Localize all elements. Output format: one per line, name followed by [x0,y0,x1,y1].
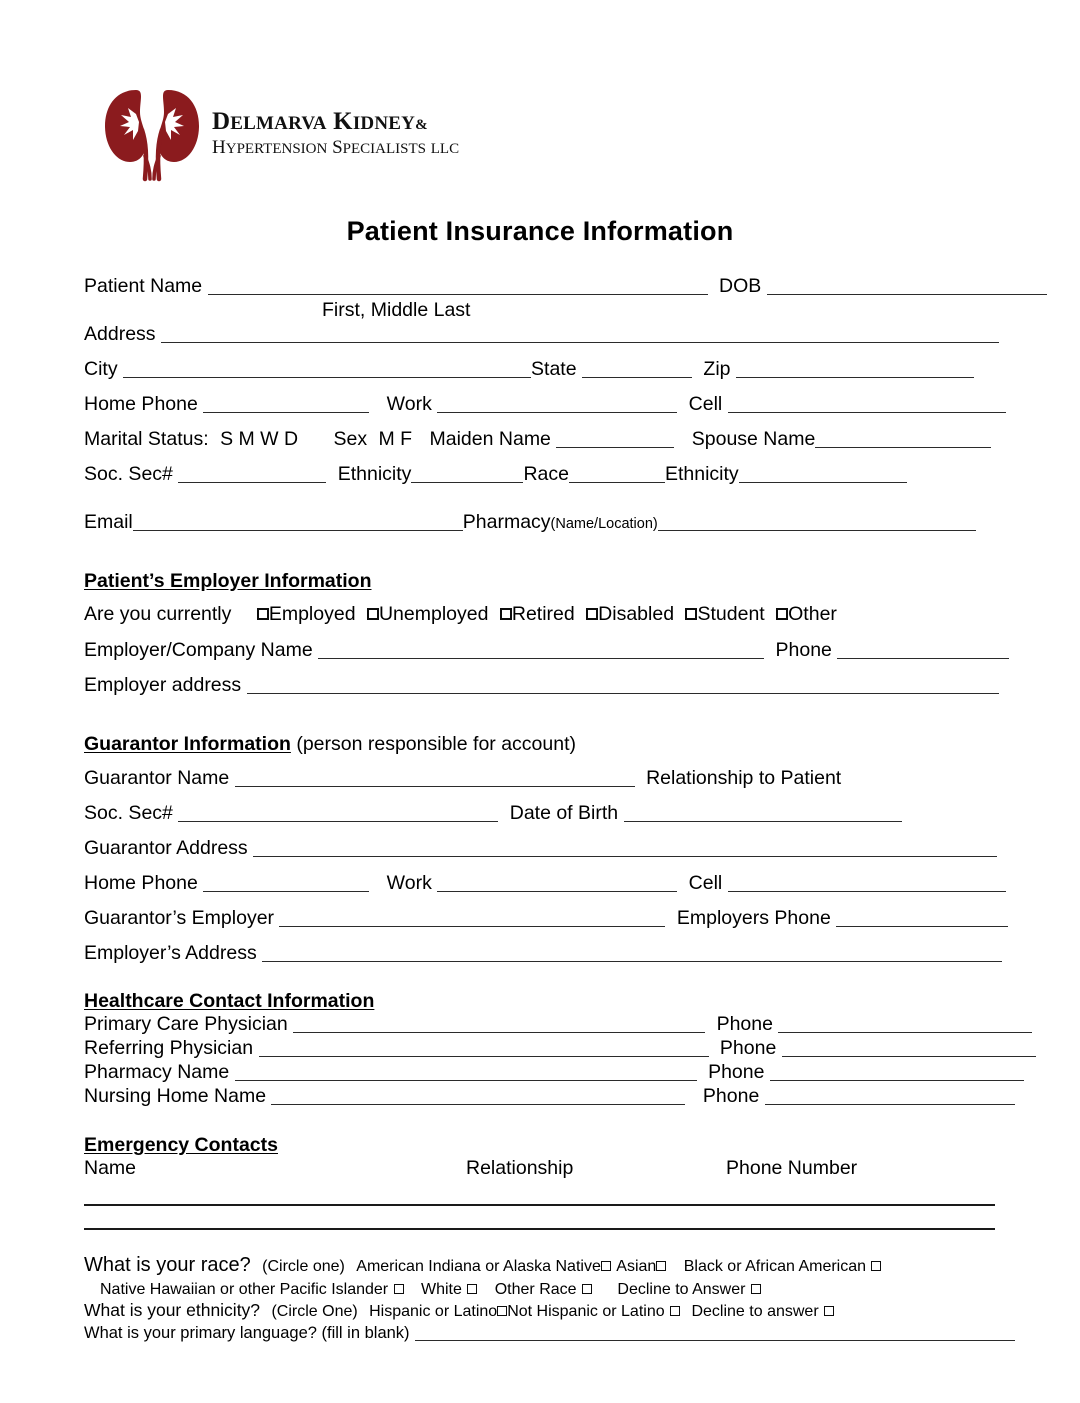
work-phone-label: Work [386,393,432,415]
label-native-hawaiian: Native Hawaiian or other Pacific Islander [100,1281,389,1298]
clinic-name-line1 [212,109,459,134]
nursing-home-phone-label: Phone [702,1085,760,1107]
row-city-state-zip [84,359,996,379]
logo-h: H [212,137,226,158]
primary-care-phone-input[interactable] [778,1016,1032,1033]
row-guarantor-address [84,838,996,858]
employer-phone-input[interactable] [837,642,1009,659]
emergency-heading-text: Emergency Contacts [84,1134,278,1156]
guarantor-dob-input[interactable] [624,805,902,822]
nursing-home-name-label: Nursing Home Name [84,1085,267,1107]
nursing-home-phone-input[interactable] [765,1088,1015,1105]
primary-care-physician-input[interactable] [293,1016,705,1033]
row-employment-status [84,604,996,624]
checkbox-student[interactable] [685,608,697,620]
row-race-options-line2 [100,1278,1012,1300]
employer-phone-label: Phone [775,639,832,661]
row-ssn-ethnicity-race [84,464,996,484]
ethnicity-question-note: (Circle One) [271,1303,358,1320]
primary-care-physician-label: Primary Care Physician [84,1013,288,1035]
label-not-hispanic-latino: Not Hispanic or Latino [507,1303,665,1320]
row-primary-care-physician [84,1014,996,1034]
checkbox-hispanic-latino[interactable] [497,1306,507,1316]
patient-ssn-label: Soc. Sec# [84,463,173,485]
checkbox-asian[interactable] [656,1261,666,1271]
logo-pecialists: PECIALISTS [342,141,427,157]
checkbox-american-indian[interactable] [601,1261,611,1271]
home-phone-label: Home Phone [84,393,198,415]
guarantor-cell-phone-input[interactable] [728,875,1006,892]
row-employer-company [84,640,996,660]
clinic-name [212,109,459,157]
race-question-label: What is your race? [84,1254,251,1276]
checkbox-decline-race[interactable] [751,1284,761,1294]
label-black-african-american: Black or African American [683,1258,867,1275]
clinic-logo [100,84,459,182]
race-question-note: (Circle one) [262,1258,345,1275]
zip-input[interactable] [736,361,974,378]
row-ethnicity-question [84,1300,996,1322]
checkbox-decline-ethnicity[interactable] [824,1306,834,1316]
patient-ethnicity-label: Ethnicity [337,463,412,485]
patient-name-hint [322,300,1080,320]
guarantor-name-label: Guarantor Name [84,767,230,789]
guarantor-employer-label: Guarantor’s Employer [84,907,275,929]
pharmacy-sublabel: (Name/Location) [550,516,658,532]
checkbox-other[interactable] [776,608,788,620]
row-guarantor-employer-address [84,943,996,963]
guarantor-employer-phone-label: Employers Phone [676,907,831,929]
guarantor-dob-label: Date of Birth [509,802,619,824]
state-label: State [531,358,577,380]
logo-ampersand: & [415,117,428,133]
logo-idney: IDNEY [352,113,416,134]
referring-phone-label: Phone [719,1037,777,1059]
emergency-col-name: Name [84,1157,137,1179]
row-guarantor-employer [84,908,996,928]
label-other: Other [788,603,837,625]
section-heading-emergency [84,1134,278,1157]
checkbox-black-african-american[interactable] [871,1261,881,1271]
patient-name-hint-text: First, Middle Last [322,299,471,321]
referring-physician-label: Referring Physician [84,1037,254,1059]
pharmacy-name-input[interactable] [235,1064,697,1081]
cell-phone-label: Cell [688,393,723,415]
row-nursing-home-name [84,1086,996,1106]
maiden-name-label: Maiden Name [429,428,551,450]
patient-name-label: Patient Name [84,275,203,297]
guarantor-ssn-input[interactable] [178,805,498,822]
label-employed: Employed [268,603,356,625]
label-hispanic-latino: Hispanic or Latino [369,1303,498,1320]
section-heading-healthcare [84,990,374,1013]
checkbox-disabled[interactable] [586,608,598,620]
logo-llc: LLC [430,141,460,157]
row-pharmacy-name [84,1062,996,1082]
guarantor-work-phone-input[interactable] [437,875,677,892]
referring-physician-input[interactable] [259,1040,709,1057]
guarantor-relationship-label: Relationship to Patient [646,767,842,789]
label-asian: Asian [616,1258,657,1275]
patient-race-label: Race [523,463,569,485]
guarantor-employer-input[interactable] [279,910,665,927]
cell-phone-input[interactable] [728,396,1006,413]
maiden-name-input[interactable] [556,431,674,448]
primary-language-label: What is your primary language? (fill in blank) [84,1324,410,1342]
label-unemployed: Unemployed [378,603,489,625]
emergency-contact-row-1[interactable] [84,1204,995,1206]
ethnicity-question-label: What is your ethnicity? [84,1300,261,1320]
employer-company-input[interactable] [318,642,764,659]
patient-ethnicity2-label: Ethnicity [664,463,739,485]
spouse-name-label: Spouse Name [691,428,816,450]
row-guarantor-name [84,768,996,788]
pharmacy-input[interactable] [658,514,976,531]
guarantor-cell-phone-label: Cell [688,872,723,894]
email-input[interactable] [133,514,463,531]
clinic-name-line2 [212,138,459,157]
checkbox-not-hispanic-latino[interactable] [670,1306,680,1316]
checkbox-native-hawaiian[interactable] [394,1284,404,1294]
label-white: White [420,1281,462,1298]
row-guarantor-phones [84,873,996,893]
section-heading-employer [84,570,372,593]
row-email-pharmacy [84,512,996,534]
marital-status-options[interactable]: S M W D [220,428,299,450]
address-label: Address [84,323,156,345]
label-student: Student [697,603,765,625]
employment-status-prompt: Are you currently [84,603,232,625]
row-patient-name [84,276,996,296]
city-label: City [84,358,118,380]
label-retired: Retired [511,603,575,625]
employer-company-label: Employer/Company Name [84,639,313,661]
patient-ethnicity2-input[interactable] [739,466,907,483]
row-guarantor-ssn-dob [84,803,996,823]
patient-name-input[interactable] [208,278,708,295]
email-label: Email [84,511,133,533]
state-input[interactable] [582,361,692,378]
patient-race-input[interactable] [569,466,665,483]
checkbox-other-race[interactable] [582,1284,592,1294]
guarantor-name-input[interactable] [235,770,635,787]
logo-d: D [212,108,231,135]
label-decline-race: Decline to Answer [617,1281,746,1298]
guarantor-heading-text: Guarantor Information [84,733,291,755]
spouse-name-input[interactable] [815,431,991,448]
primary-care-phone-label: Phone [716,1013,773,1035]
logo-ypertension: YPERTENSION [225,141,328,157]
sex-options[interactable]: M F [378,428,413,450]
kidney-icon [100,84,204,182]
logo-k: K [333,108,353,135]
checkbox-unemployed[interactable] [367,608,379,620]
label-disabled: Disabled [598,603,675,625]
patient-ethnicity-input[interactable] [411,466,523,483]
guarantor-heading-note: (person responsible for account) [290,733,576,755]
guarantor-address-label: Guarantor Address [84,837,248,859]
checkbox-employed[interactable] [257,608,269,620]
checkbox-retired[interactable] [500,608,512,620]
checkbox-white[interactable] [467,1284,477,1294]
address-input[interactable] [161,326,999,343]
marital-status-label: Marital Status: [84,428,209,450]
emergency-col-relationship: Relationship [466,1157,574,1179]
nursing-home-name-input[interactable] [271,1088,685,1105]
employer-address-input[interactable] [247,677,999,694]
label-decline-ethnicity: Decline to answer [691,1303,819,1320]
row-race-question [84,1255,996,1277]
dob-input[interactable] [767,278,1047,295]
sex-label: Sex [333,428,368,450]
logo-s: S [332,137,343,158]
pharmacy-label: Pharmacy [462,511,551,533]
pharmacy-name-label: Pharmacy Name [84,1061,230,1083]
healthcare-heading-text: Healthcare Contact Information [84,990,375,1012]
work-phone-input[interactable] [437,396,677,413]
city-input[interactable] [123,361,531,378]
emergency-contact-row-2[interactable] [84,1228,995,1230]
zip-label: Zip [703,358,731,380]
row-referring-physician [84,1038,996,1058]
pharmacy-phone-label: Phone [708,1061,765,1083]
guarantor-ssn-label: Soc. Sec# [84,802,173,824]
guarantor-employer-phone-input[interactable] [836,910,1008,927]
guarantor-home-phone-input[interactable] [203,875,369,892]
guarantor-address-input[interactable] [253,840,997,857]
home-phone-input[interactable] [203,396,369,413]
page-title: Patient Insurance Information [346,216,734,246]
row-address [84,324,996,344]
row-primary-language [84,1322,996,1343]
employer-address-label: Employer address [84,674,242,696]
emergency-contacts-column-headers [84,1158,996,1178]
label-american-indian: American Indiana or Alaska Native [356,1258,601,1275]
guarantor-work-phone-label: Work [386,872,432,894]
primary-language-input[interactable] [415,1324,1015,1341]
pharmacy-phone-input[interactable] [770,1064,1024,1081]
guarantor-home-phone-label: Home Phone [84,872,198,894]
section-heading-guarantor [84,733,576,756]
guarantor-employer-address-label: Employer’s Address [84,942,257,964]
guarantor-employer-address-input[interactable] [262,945,1002,962]
row-patient-phones [84,394,996,414]
row-employer-address [84,675,996,695]
patient-ssn-input[interactable] [178,466,326,483]
dob-label: DOB [719,275,762,297]
referring-phone-input[interactable] [782,1040,1036,1057]
employer-heading-text: Patient’s Employer Information [84,570,372,592]
emergency-col-phone: Phone Number [726,1157,858,1179]
logo-elmarva: ELMARVA [230,113,327,134]
row-marital-sex [84,429,996,449]
label-other-race: Other Race [494,1281,577,1298]
